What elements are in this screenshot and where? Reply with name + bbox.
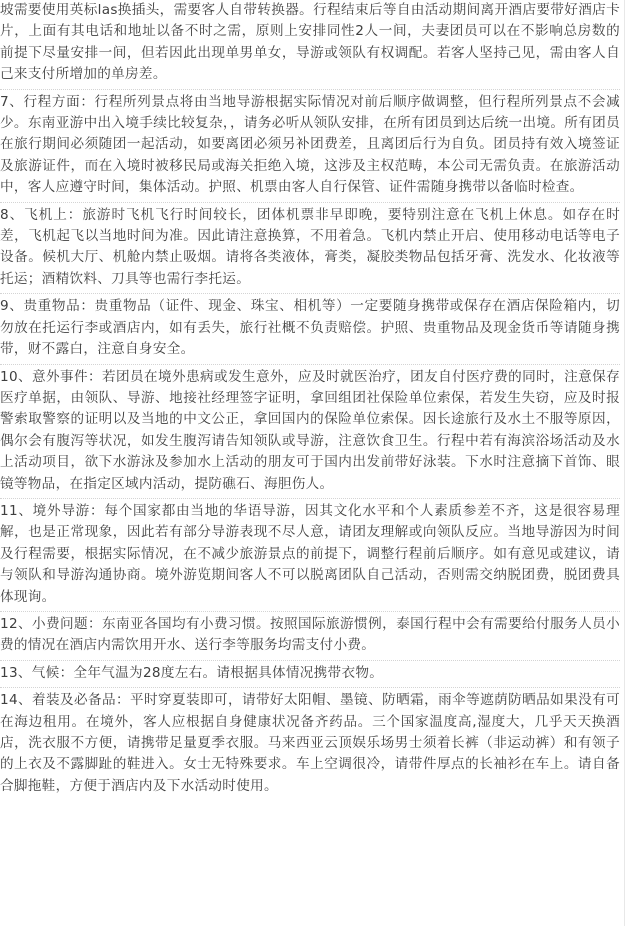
paragraph-on-plane: 8、飞机上：旅游时飞机飞行时间较长，团体机票非早即晚，要特别注意在飞机上休息。如存在时差，飞机起飞以当地时间为准。因此请注意换算，不用着急。飞机内禁止开启、使用移动电话等电子设备。候机大厅、机舱内禁止吸烟。请将各类液体，膏类，凝胶类物品包括牙膏、洗发水、化妆液等托运；酒精饮料、刀具等也需行李托运。 — [0, 206, 620, 287]
paragraph-valuables: 9、贵重物品：贵重物品（证件、现金、珠宝、相机等）一定要随身携带或保存在酒店保险箱内，切勿放在托运行李或酒店内，如有丢失，旅行社概不负责赔偿。护照、贵重物品及现金货币等请随身携带，财不露白，注意自身安全。 — [0, 298, 620, 358]
paragraph-accidents: 10、意外事件：若团员在境外患病或发生意外，应及时就医治疗，团友自付医疗费的同时，注意保存医疗单据，由领队、导游、地接社经理签字证明，拿回组团社保险单位索保，若发生失窃，应及时报警索取警察的证明以及当地的中文公正，拿回国内的保险单位索保。因长途旅行及水土不服等原因，偶尔会有腹泻等状况，如发生腹泻请告知领队或导游，注意饮食卫生。行程中若有海滨浴场活动及水上活动项目，欲下水游泳及参加水上活动的朋友可于国内出发前带好泳装。下水时注意摘下首饰、眼镜等物品，在指定区域内活动，提防礁石、海胆伤人。 — [0, 368, 620, 492]
paragraph-clothing: 14、着装及必备品：平时穿夏装即可，请带好太阳帽、墨镜、防晒霜，雨伞等遮荫防晒品如果没有可在海边租用。在境外，客人应根据自身健康状况备齐药品。三个国家温度高,湿度大，几乎天天换酒店，洗衣服不方便，请携带足量夏季衣服。马来西亚云顶娱乐场男士须着长裤（非运动裤）和有领子的上衣及不露脚趾的鞋进入。女士无特殊要求。车上空调很冷，请带件厚点的长袖衫在车上。请自备合脚拖鞋，方便于酒店内及下水活动时使用。 — [0, 692, 620, 794]
paragraph-accommodation: 坡需要使用英标las换插头，需要客人自带转换器。行程结束后等自由活动期间离开酒店要带好酒店卡片，上面有其电话和地址以备不时之需，原则上安排同性2人一间，夫妻团员可以在不影响总房数的前提下尽量安排一间，但若因此出现单男单女，导游或领队有权调配。若客人坚持己见，需由客人自己来支付所增加的单房差。 — [0, 2, 620, 83]
paragraph-itinerary: 7、行程方面：行程所列景点将由当地导游根据实际情况对前后顺序做调整，但行程所列景点不会减少。东南亚游中出入境手续比较复杂，，请务必听从领队安排，在所有团员到达后统一出境。所有团员在旅行期间必须随团一起活动，如要离团必须另补团费差，且离团后行为自负。团员持有效入境签证及旅游证件，而在入境时被移民局或海关拒绝入境，这涉及主权范畴，本公司无需负责。在旅游活动中，客人应遵守时间，集体活动。护照、机票由客人自行保管、证件需随身携带以备临时检查。 — [0, 93, 620, 196]
paragraph-climate: 13、气候：全年气温为28度左右。请根据具体情况携带衣物。 — [0, 664, 384, 681]
paragraph-local-guides: 11、境外导游：每个国家都由当地的华语导游，因其文化水平和个人素质参差不齐，这是很容易理解，也是正常现象，因此若有部分导游表现不尽人意，请团友理解或向领队反应。当地导游因为时间及行程需要，根据实际情况，在不减少旅游景点的前提下，调整行程前后顺序。如有意见或建议，请与领队和导游沟通协商。境外游览期间客人不可以脱离团队自己活动，否则需交纳脱团费，脱团费具体现询。 — [0, 502, 620, 605]
paragraph-tipping: 12、小费问题：东南亚各国均有小费习惯。按照国际旅游惯例，泰国行程中会有需要给付服务人员小费的情况在酒店内需饮用开水、送行李等服务均需支付小费。 — [0, 615, 620, 654]
